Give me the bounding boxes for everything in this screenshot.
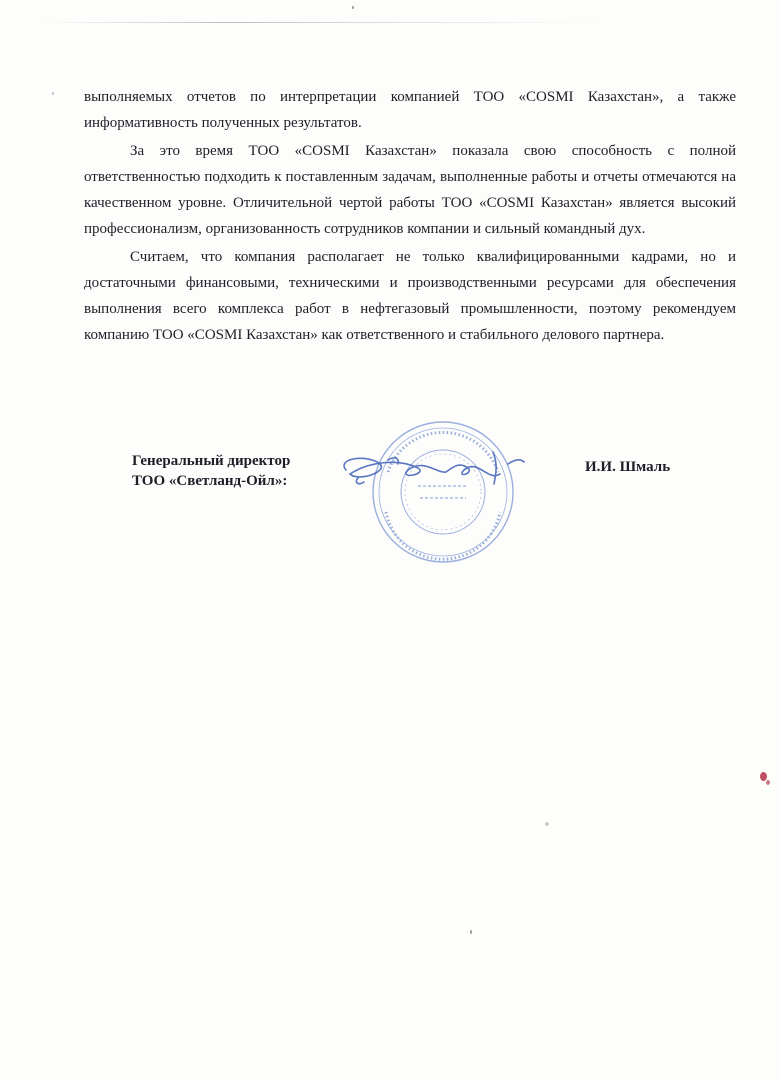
position-title: Генеральный директор: [132, 453, 291, 469]
paragraph-quality: За это время ТОО «COSMI Казахстан» показала свою способность с полной ответственностью подходить к поставленным задачам, выполненные работы и отчеты отмечаются на качественном уровне. Отличительной чертой работы ТОО «COSMI Казахстан» является высокий профессионализм, организованность сотрудников компании и сильный командный дух.: [84, 143, 736, 237]
ink-speck: [766, 780, 770, 785]
company-name: ТОО «Светланд-Ойл»:: [132, 473, 288, 489]
signatory-position: [132, 451, 290, 491]
dust-speck: [470, 930, 472, 934]
paragraph-recommendation: Считаем, что компания располагает не только квалифицированными кадрами, но и достаточными финансовыми, техническими и производственными ресурсами для обеспечения выполнения всего комплекса работ в нефтегазовый промышленности, поэтому рекомендуем компанию ТОО «COSMI Казахстан» как ответственного и стабильного делового партнера.: [84, 249, 736, 343]
letter-body: [84, 84, 736, 348]
company-seal-with-signature: [328, 412, 558, 572]
dust-speck: [352, 6, 354, 9]
dust-speck: [52, 92, 54, 95]
signatory-name: И.И. Шмаль: [585, 459, 671, 475]
paragraph-continuation: выполняемых отчетов по интерпретации компанией ТОО «COSMI Казахстан», а также информативность полученных результатов.: [84, 89, 736, 131]
dust-speck: [545, 822, 549, 826]
scan-edge-line: [40, 22, 600, 23]
